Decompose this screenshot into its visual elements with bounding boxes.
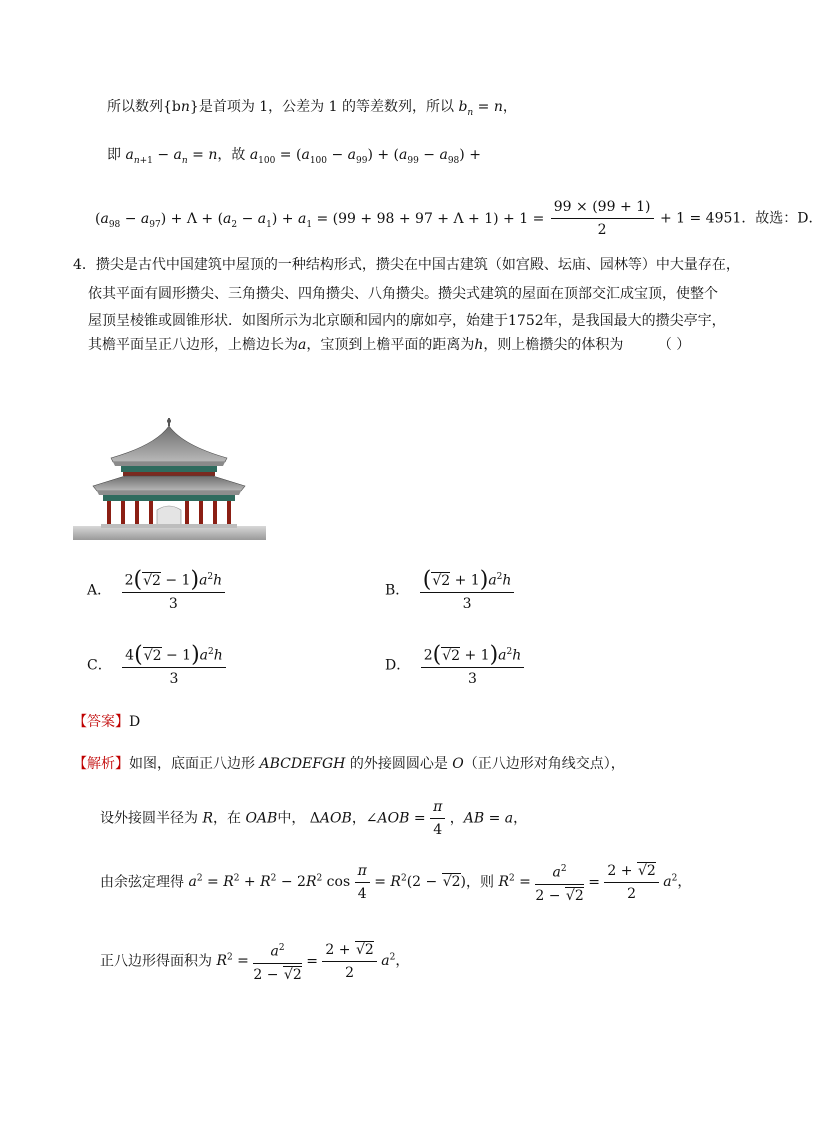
- octagon-name: ABCDEFGH: [259, 756, 346, 772]
- line-1-text: 所以数列{b: [107, 99, 181, 115]
- question-line-4: 其檐平面呈正八边形，上檐边长为a，宝顶到上檐平面的距离为h，则上檐攒尖的体积为 （ ）: [88, 337, 691, 353]
- option-c-label: C．: [87, 657, 112, 674]
- analysis-s3b: ，则: [466, 874, 494, 891]
- option-b-label: B．: [385, 582, 410, 599]
- line-3-end: ．故选：D．: [741, 210, 823, 227]
- question-number: 4．: [73, 257, 96, 273]
- line-1-tail: }是首项为 1，公差为 1 的等差数列，所以: [189, 99, 454, 115]
- option-d[interactable]: D． $\frac{2(√2 + 1)a^2h}{3}$: [385, 641, 524, 690]
- option-a-label: A．: [87, 582, 112, 599]
- answer-paren: （ ）: [657, 337, 691, 353]
- question-p4b: ，宝顶到上檐平面的距离为: [306, 337, 475, 353]
- line-2-mid: ，故: [217, 147, 246, 163]
- analysis-line-2: 设外接圆半径为 R，在 OAB中， ΔAOB，∠AOB = $\frac{\pi}{4}$ ，AB = a，: [100, 796, 527, 841]
- analysis-line-4: 正八边形得面积为 $R^2$ = $\frac{a^2}{2 - √2}$ = $\frac{2 + √2}{2}$ $a^2$，: [100, 937, 409, 986]
- option-a[interactable]: A． $\frac{2(√2 - 1)a^2h}{3}$: [87, 566, 225, 615]
- line-1: 所以数列{bn}是首项为 1，公差为 1 的等差数列，所以 $b_n = n$，: [107, 99, 517, 118]
- analysis-s1: 如图，底面正八边形: [129, 756, 255, 772]
- analysis-line-3: 由余弦定理得 $a^2 = R^2 + R^2 - 2R^2$ cos $\frac{\pi}{4}$ = $R^2(2 - √2)$，则 $R^2$ = $\frac{a^2}{2 - √2}$ = $\frac{2 + √2}{2}$ $a^2$，: [100, 858, 691, 907]
- answer-line: [73, 712, 140, 732]
- pavilion-image: [73, 418, 266, 540]
- answer-tag: 【答案】: [73, 714, 129, 730]
- analysis-s4: 正八边形得面积为: [100, 953, 212, 970]
- center-o: O: [452, 756, 464, 772]
- analysis-s2: 设外接圆半径为: [100, 810, 198, 827]
- option-d-label: D．: [385, 657, 411, 674]
- question-line-2: 依其平面有圆形攒尖、三角攒尖、四角攒尖、八角攒尖。攒尖式建筑的屋面在顶部交汇成宝顶，使整个: [88, 286, 718, 302]
- analysis-s3: 由余弦定理得: [100, 874, 184, 891]
- answer-value: D: [129, 714, 141, 730]
- question-line-1: [73, 255, 740, 275]
- analysis-s2b: ，在: [213, 810, 241, 827]
- line-2-pre: 即: [107, 147, 121, 163]
- option-c[interactable]: C． $\frac{4(√2 - 1)a^2h}{3}$: [87, 641, 226, 690]
- question-line-3: 屋顶呈棱锥或圆锥形状．如图所示为北京颐和园内的廓如亭，始建于1752年，是我国最大的攒尖亭宇，: [88, 313, 726, 329]
- analysis-s1c: （正八边形对角线交点），: [463, 756, 625, 772]
- question-p4c: ，则上檐攒尖的体积为: [483, 337, 624, 353]
- analysis-s1b: 的外接圆圆心是: [349, 756, 448, 772]
- line-2: 即 $a_{n+1} - a_n = n$，故 $a_{100} = (a_{100} - a_{99}) + (a_{99} - a_{98})$ +: [107, 147, 481, 166]
- question-p1: 攒尖是古代中国建筑中屋顶的一种结构形式，攒尖在中国古建筑（如宫殿、坛庙、园林等）中大量存在，: [95, 257, 740, 273]
- analysis-s2c: 中，: [277, 810, 306, 827]
- line-3: $(a_{98} - a_{97}) + \Lambda + (a_2 - a_1) + a_1 = (99 + 98 + 97 + \Lambda + 1) + 1$ = $\frac{99 \times (99 + 1)}{2}$ + 1 = 4951．故选：D．: [95, 196, 823, 241]
- question-p4: 其檐平面呈正八边形，上檐边长为: [88, 337, 298, 353]
- analysis-tag: 【解析】: [73, 756, 129, 772]
- option-b[interactable]: B． $\frac{(√2 + 1)a^2h}{3}$: [385, 566, 514, 615]
- analysis-line-1: [73, 754, 625, 774]
